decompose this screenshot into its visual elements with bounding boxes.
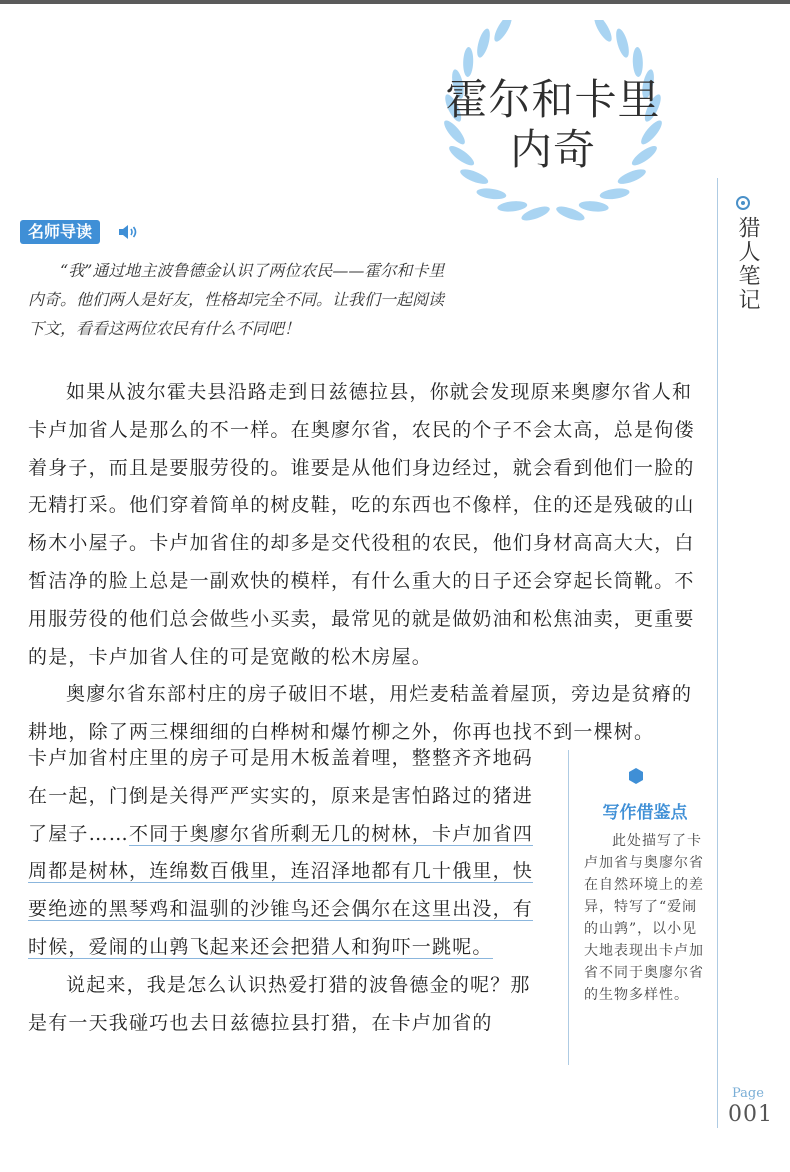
- page-label: Page: [732, 1086, 764, 1101]
- paragraph-3-plain: 卡卢加省村庄里的房子可是用木板盖着哩，整整齐齐地码在一起，门倒是关得严严实实的，原来是害怕路过的猪进了屋子……: [28, 747, 534, 845]
- page-number: 001: [728, 1102, 773, 1127]
- circle-mark-icon: [736, 196, 750, 210]
- narrow-text-column: [28, 740, 548, 1042]
- wreath-leaf: [491, 20, 515, 44]
- wreath-leaf: [599, 187, 630, 201]
- section-label-text: 猎人笔记: [735, 216, 760, 312]
- wreath-leaf: [497, 200, 528, 213]
- sidebar-divider: [568, 750, 569, 1065]
- paragraph-4: 说起来，我是怎么认识热爱打猎的波鲁德金的呢？那是有一天我碰巧也去日兹德拉县打猎，在卡卢加省的: [28, 973, 531, 1034]
- sidebar-heading: 写作借鉴点: [602, 803, 688, 823]
- writing-tip-sidebar: [568, 750, 704, 1065]
- wreath-leaf: [632, 47, 643, 77]
- speaker-icon: [118, 224, 138, 240]
- wreath-leaf: [591, 20, 615, 44]
- margin-divider: [717, 178, 718, 1128]
- chapter-title: [436, 75, 670, 175]
- guide-badge: 名师导读: [20, 220, 100, 244]
- wreath-leaf: [476, 187, 507, 201]
- wreath-leaf: [463, 47, 474, 77]
- wreath-leaf: [614, 27, 632, 59]
- paragraph-1: 如果从波尔霍夫县沿路走到日兹德拉县，你就会发现原来奥廖尔省人和卡卢加省人是那么的不一样。在奥廖尔省，农民的个子不会太高，总是佝偻着身子，而且是要服劳役的。谁要是从他们身边经过，就会看到他们一脸的无精打采。他们穿着简单的树皮鞋，吃的东西也不像样，住的还是残破的山杨木小屋子。卡卢加省住的却多是交代役租的农民，他们身材高高大大，白皙洁净的脸上总是一副欢快的模样，有什么重大的日子还会穿起长筒靴。不用服劳役的他们总会做些小买卖，最常见的就是做奶油和松焦油卖，更重要的是，卡卢加省人住的可是宽敞的松木房屋。: [28, 381, 695, 668]
- guide-text: “我”通过地主波鲁德金认识了两位农民——霍尔和卡里内奇。他们两人是好友，性格却完全不同。让我们一起阅读下文，看看这两位农民有什么不同吧！: [28, 261, 445, 338]
- hexagon-icon: [628, 768, 644, 784]
- body-text: [28, 374, 696, 752]
- paragraph-3-highlight: 不同于奥廖尔省所剩无几的树林，卡卢加省四周都是树林，连绵数百俄里，连沼泽地都有几十俄里，快要绝迹的黑琴鸡和温驯的沙锥鸟还会偶尔在这里出没，有时候，爱闹的山鹑飞起来还会把猎人和狗吓一跳呢。: [28, 822, 534, 958]
- paragraph-3: [28, 740, 548, 967]
- paragraph-2: 奥廖尔省东部村庄的房子破旧不堪，用烂麦秸盖着屋顶，旁边是贫瘠的耕地，除了两三棵细细的白桦树和爆竹柳之外，你再也找不到一棵树。: [28, 683, 693, 744]
- chapter-title-line2: 内奇: [509, 125, 596, 174]
- sidebar-note: 此处描写了卡卢加省与奥廖尔省在自然环境上的差异，特写了“爱闹的山鹑”，以小见大地表现出卡卢加省不同于奥廖尔省的生物多样性。: [584, 833, 704, 1003]
- wreath-leaf: [475, 27, 493, 59]
- wreath-leaf: [578, 200, 609, 213]
- chapter-title-line1: 霍尔和卡里: [445, 75, 661, 124]
- top-border: [0, 0, 790, 4]
- section-label: [720, 196, 780, 316]
